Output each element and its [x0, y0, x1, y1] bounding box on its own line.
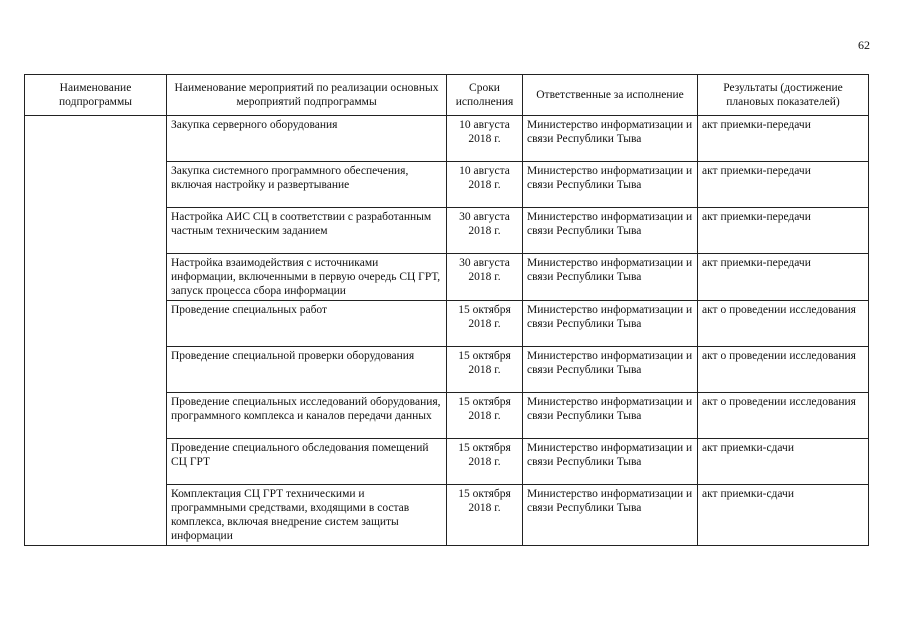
result-cell: акт приемки-передачи — [698, 208, 869, 254]
deadline-cell: 15 октября 2018 г. — [447, 393, 523, 439]
table-header-row — [25, 75, 869, 116]
header-deadline: Сроки исполнения — [447, 75, 523, 116]
table-row — [25, 116, 869, 162]
subprogram-cell — [25, 116, 167, 546]
activity-cell: Настройка АИС СЦ в соответствии с разработанным частным техническим заданием — [167, 208, 447, 254]
responsible-cell: Министерство информатизации и связи Республики Тыва — [523, 301, 698, 347]
result-cell: акт приемки-сдачи — [698, 439, 869, 485]
activities-table — [24, 74, 869, 546]
header-results: Результаты (достижение плановых показателей) — [698, 75, 869, 116]
deadline-cell: 30 августа 2018 г. — [447, 254, 523, 301]
page-number: 62 — [858, 38, 870, 52]
result-cell: акт о проведении исследования — [698, 347, 869, 393]
result-cell: акт о проведении исследования — [698, 393, 869, 439]
activity-cell: Проведение специального обследования помещений СЦ ГРТ — [167, 439, 447, 485]
responsible-cell: Министерство информатизации и связи Республики Тыва — [523, 485, 698, 546]
responsible-cell: Министерство информатизации и связи Республики Тыва — [523, 208, 698, 254]
responsible-cell: Министерство информатизации и связи Республики Тыва — [523, 254, 698, 301]
deadline-cell: 10 августа 2018 г. — [447, 116, 523, 162]
activity-cell: Проведение специальных исследований оборудования, программного комплекса и каналов передачи данных — [167, 393, 447, 439]
activity-cell: Комплектация СЦ ГРТ техническими и программными средствами, входящими в состав комплекса, включая внедрение систем защиты информации — [167, 485, 447, 546]
responsible-cell: Министерство информатизации и связи Республики Тыва — [523, 393, 698, 439]
deadline-cell: 15 октября 2018 г. — [447, 439, 523, 485]
result-cell: акт приемки-передачи — [698, 162, 869, 208]
table-body — [25, 116, 869, 546]
deadline-cell: 15 октября 2018 г. — [447, 485, 523, 546]
activity-cell: Закупка серверного оборудования — [167, 116, 447, 162]
header-responsible: Ответственные за исполнение — [523, 75, 698, 116]
activity-cell: Проведение специальных работ — [167, 301, 447, 347]
header-subprogram: Наименование подпрограммы — [25, 75, 167, 116]
activity-cell: Проведение специальной проверки оборудования — [167, 347, 447, 393]
responsible-cell: Министерство информатизации и связи Республики Тыва — [523, 347, 698, 393]
deadline-cell: 10 августа 2018 г. — [447, 162, 523, 208]
responsible-cell: Министерство информатизации и связи Республики Тыва — [523, 116, 698, 162]
responsible-cell: Министерство информатизации и связи Республики Тыва — [523, 439, 698, 485]
activity-cell: Закупка системного программного обеспечения, включая настройку и развертывание — [167, 162, 447, 208]
result-cell: акт приемки-передачи — [698, 254, 869, 301]
responsible-cell: Министерство информатизации и связи Республики Тыва — [523, 162, 698, 208]
result-cell: акт о проведении исследования — [698, 301, 869, 347]
header-activity: Наименование мероприятий по реализации основных мероприятий подпрограммы — [167, 75, 447, 116]
result-cell: акт приемки-сдачи — [698, 485, 869, 546]
deadline-cell: 15 октября 2018 г. — [447, 347, 523, 393]
activity-cell: Настройка взаимодействия с источниками информации, включенными в первую очередь СЦ ГРТ, запуск процесса сбора информации — [167, 254, 447, 301]
deadline-cell: 15 октября 2018 г. — [447, 301, 523, 347]
result-cell: акт приемки-передачи — [698, 116, 869, 162]
deadline-cell: 30 августа 2018 г. — [447, 208, 523, 254]
